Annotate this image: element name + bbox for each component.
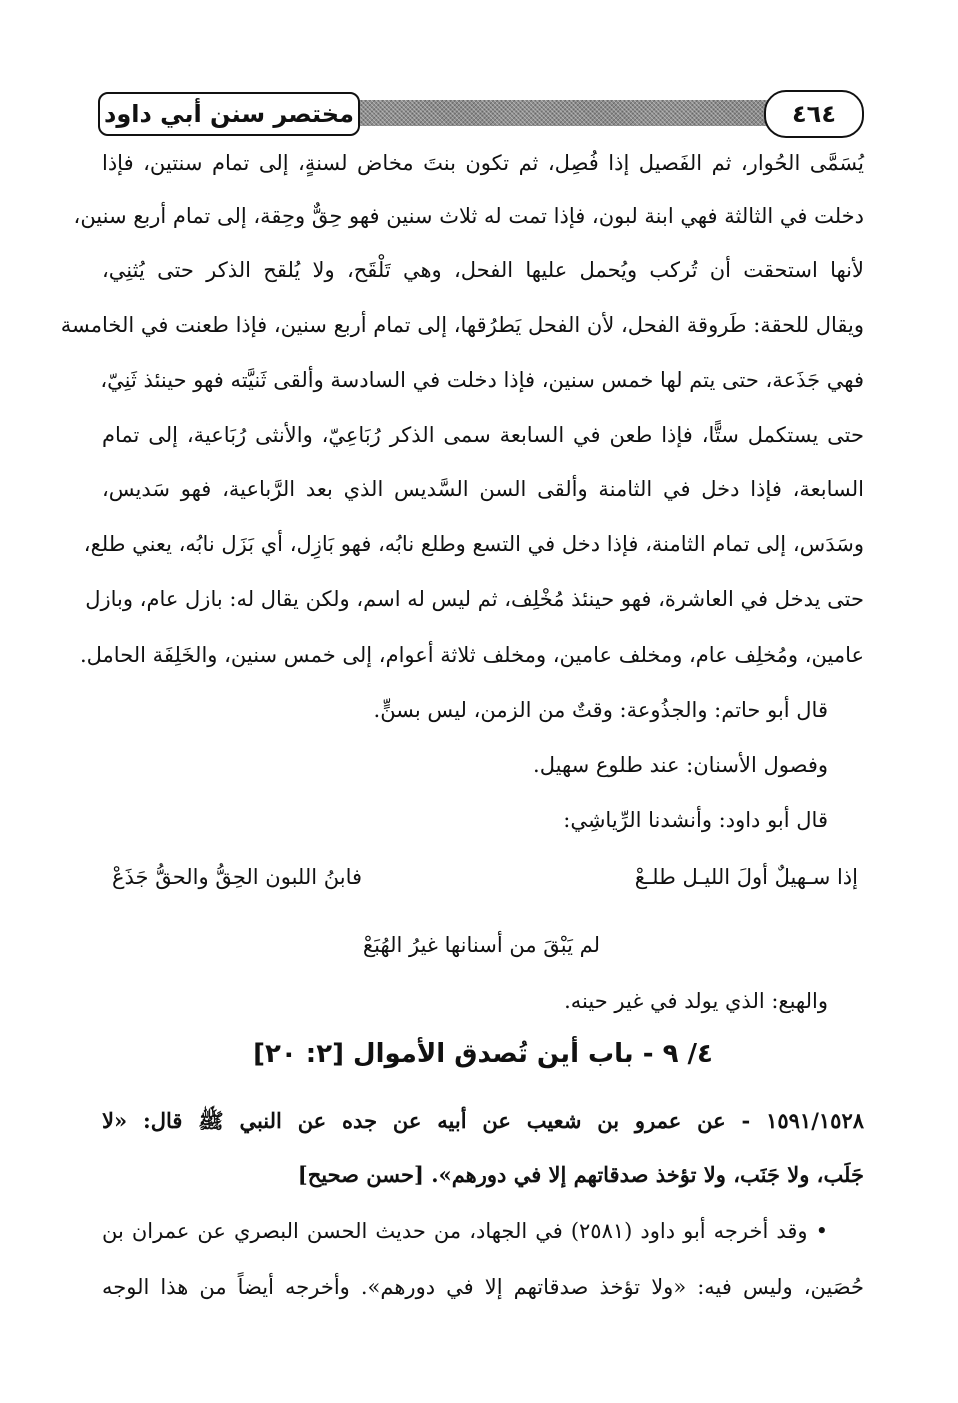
fusul-line: وفصول الأسنان: عند طلوع سهيل. <box>533 753 828 777</box>
text-line: حتى يدخل في العاشرة، فهو حينئذ مُخْلِف، ثم ليس له اسم، ولكن يقال له: بازل عام، وبازل <box>85 587 864 611</box>
commentary-line: • وقد أخرجه أبو داود (٢٥٨١) في الجهاد، من حديث الحسن البصري عن عمران بن <box>102 1219 828 1243</box>
verse-line-2: لم يَبْقَ من أسنانها غيرُ الهُبَعْ <box>362 933 600 957</box>
text-line: السابعة، فإذا دخل في الثامنة وألقى السن السَّديس الذي بعد الرَّباعية، فهو سَديس، <box>102 477 864 501</box>
hadith-line: جَلَب، ولا جَنَب، ولا تؤخذ صدقاتهم إلا في دورهم». [حسن صحيح] <box>297 1162 864 1187</box>
header-ornament-bar <box>354 100 774 126</box>
commentary-line: حُصَين، وليس فيه: «ولا تؤخذ صدقاتهم إلا في دورهم». وأخرجه أيضاً من هذا الوجه <box>102 1275 864 1299</box>
text-line: لأنها استحقت أن تُركب ويُحمل عليها الفحل، وهي تَلْقَح، ولا يُلقح الذكر حتى يُثنِي، <box>102 258 864 282</box>
text-line: يُسَمَّى الحُوار، ثم الفَصيل إذا فُصِل، ثم تكون بنتَ مخاض لسنةٍ، إلى تمام سنتين، فإذا <box>102 151 864 175</box>
text-line: فهي جَذَعة، حتى يتم لها خمس سنين، فإذا دخلت في السادسة وألقى ثَنيَّته فهو حينئذ ثَنِيّ، <box>100 368 864 392</box>
text-line: ويقال للحقة: طَروقة الفحل، لأن الفحل يَطرُقها، إلى تمام أربع سنين، فإذا طعنت في الخامسة <box>60 313 864 337</box>
hadith-line: ١٥٩١/١٥٢٨ - عن عمرو بن شعيب عن أبيه عن جده عن النبي ﷺ قال: «لا <box>102 1108 864 1133</box>
chapter-heading: ٤/ ٩ - باب أين تُصدق الأموال [٢: ٢٠] <box>253 1039 713 1069</box>
book-title: مختصر سنن أبي داود <box>98 92 360 136</box>
abu-hatim-line: قال أبو حاتم: والجذُوعة: وقتٌ من الزمن، ليس بسنٍّ. <box>373 698 828 722</box>
hubaa-line: والهبع: الذي يولد في غير حينه. <box>564 989 828 1013</box>
abu-dawud-intro: قال أبو داود: وأنشدنا الرِّياشِي: <box>563 808 828 832</box>
page-header <box>96 88 864 138</box>
verse-hemistich-2: فابنُ اللبون الحِقُّ والحقُّ جَذَعْ <box>112 865 363 889</box>
text-line: عامين، ومُخلِف عام، ومخلف عامين، ومخلف ثلاثة أعوام، إلى خمس سنين، والخَلِفَة الحامل. <box>79 643 864 667</box>
text-line: وسَدَس، إلى تمام الثامنة، فإذا دخل في التسع وطلع نابُه، فهو بَازِل، أي بَزَل نابُه، يعني طلع، <box>83 532 864 556</box>
verse-hemistich-1: إذا سـهيلٌ أولَ الليـل طلـعْ <box>634 865 858 889</box>
text-line: دخلت في الثالثة فهي ابنة لبون، فإذا تمت له ثلاث سنين فهو حِقٌّ وحِقة، إلى تمام أربع سنين، <box>73 204 864 228</box>
page-number: ٤٦٤ <box>764 90 864 138</box>
text-line: حتى يستكمل ستًّا، فإذا طعن في السابعة سمى الذكر رُبَاعِيّ، والأنثى رُبَاعية، إلى تمام <box>102 423 864 447</box>
